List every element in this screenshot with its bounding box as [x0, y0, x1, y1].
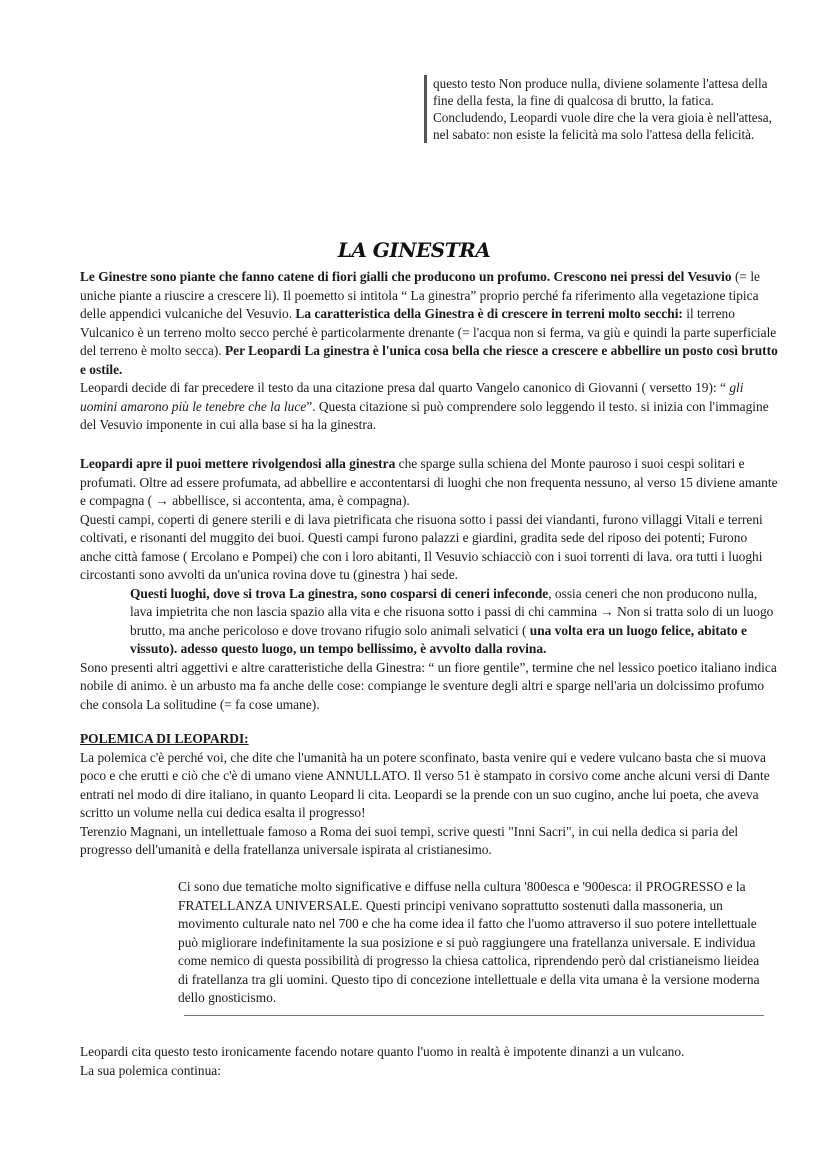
inset-paragraph: Ci sono due tematiche molto significative e diffuse nella cultura '800esca e '900esca: il PROGRESSO e la FRATELLANZA UNIVERSALE. Questi principi venivano soprattutto sostenuti dalla massoneria, un movimento culturale nato nel 700 e che ha come idea il fatto che l'uomo attraverso il suo potere intellettuale può migliorare indefinitamente la sua posizione e si può raggiungere una fratellanza universale. E individua come nemico di questa possibilità di progresso la chiesa cattolica, riprendendo però dal cristianeismo lieidea di fratellanza tra gli uomini. Questo tipo di concezione intellettuale e della vita umana è la versione moderna dello gnosticismo. [178, 879, 760, 1005]
places-bold-2: una volta era un luogo felice, abitato e vissuto). adesso questo luogo, un tempo bellissimo, è avvolto dalla rovina. [130, 622, 747, 656]
inset-note [178, 878, 770, 1008]
intro-paragraph [80, 268, 780, 379]
horizontal-divider [184, 1015, 764, 1016]
quote-line: questo testo Non produce nulla, diviene solamente l'attesa della fine della festa, la fine di qualcosa di brutto, la fatica. [433, 76, 768, 108]
magnani-paragraph: Terenzio Magnani, un intellettuale famoso a Roma dei suoi tempi, scrive questi "Inni Sacri", in cui nella dedica si paria del progresso dell'umanità e della fratellanza universale ispirata al cristianesimo. [80, 823, 739, 857]
polemica-section [80, 730, 780, 860]
citation-quote: gli uomini amarono più le tenebre che la luce [80, 380, 744, 414]
citation-text-1: Leopardi decide di far precedere il testo da una citazione presa dal quarto Vangelo canonico di Giovanni ( versetto 19): “ [80, 380, 730, 395]
previous-section-quote [424, 75, 783, 143]
closing-line: Leopardi cita questo testo ironicamente facendo notare quanto l'uomo in realtà è impotente dinanzi a un vulcano. [80, 1044, 685, 1059]
intro-bold-2: La caratteristica della Ginestra è di crescere in terreni molto secchi: [295, 306, 683, 321]
intro-text-2: il terreno Vulcanico è un terreno molto secco perché è particolarmente drenante (= l'acqua non si ferma, va giù e quindi la parte superficiale del terreno è molto secca). [80, 306, 777, 358]
citation-paragraph [80, 379, 780, 435]
places-text: , ossia ceneri che non producono nulla, lava impietrita che non lascia spazio alla vita e che risuona sotto i passi di chi cammina → Non si tratta solo di un luogo brutto, ma anche pericoloso e dove trovano rifugio solo animali selvatici ( [130, 585, 774, 638]
opening-text: che sparge sulla schiena del Monte pauroso i suoi cespi solitari e profumati. Oltre ad essere profumata, ad abbellire e accontentarsi di luoghi che non frequenta nessuno, al verso 15 diviene amante e compagna ( → abbellisce, si accontenta, ama, è compagna). [80, 456, 778, 508]
closing-line: La sua polemica continua: [80, 1062, 221, 1078]
opening-bold: Leopardi apre il puoi mettere rivolgendosi alla ginestra [80, 456, 396, 471]
intro-bold-1: Le Ginestre sono piante che fanno catene di fiori gialli che producono un profumo. Crescono nei pressi del Vesuvio [80, 269, 732, 284]
intro-text-1: (= le uniche piante a riuscire a crescere li). Il poemetto si intitola “ La ginestra” proprio perché fa riferimento alla vegetazione tipica delle appendici vulcaniche del Vesuvio. [80, 269, 760, 321]
adjectives-paragraph: Sono presenti altri aggettivi e altre caratteristiche della Ginestra: “ un fiore gentile”, termine che nel lessico poetico italiano indica nobile di animo. è un arbusto ma fa anche delle cose: compiange le sventure degli altri e sparge nell'aria un dolcissimo profumo che consola La solitudine (= fa cose umane). [80, 659, 777, 712]
closing-section [80, 1043, 780, 1080]
polemica-paragraph: La polemica c'è perché voi, che dite che l'umanità ha un potere sconfinato, basta venire qui e vedere vulcano basta che si muova poco e che erutti e ciò che c'è di umano viene ANNULLATO. Il verso 51 è stampato in corsivo come anche alcuni versi di Dante entrati nel modo di dire italiano, in quanto Leopard li cita. Leopardi se la prende con un suo cugino, anche lui poeta, che aveva scritto un volume nella cui dedica esalta il progresso! [80, 749, 770, 820]
quote-line: Concludendo, Leopardi vuole dire che la vera gioia è nell'attesa, nel sabato: non esiste la felicità ma solo l'attesa della felicità. [433, 110, 772, 142]
intro-bold-3: Per Leopardi La ginestra è l'unica cosa bella che riesce a crescere e abbellire un posto così brutto e ostile. [80, 343, 778, 377]
intro-section [80, 268, 780, 435]
citation-text-2: ”. Questa citazione si può comprendere solo leggendo il testo. si inizia con l'immagine del Vesuvio imponente in cui alla base si ha la ginestra. [80, 398, 769, 432]
opening-paragraph [80, 455, 780, 511]
polemica-heading: POLEMICA DI LEOPARDI: [80, 731, 249, 746]
places-paragraph [80, 585, 780, 659]
places-bold-1: Questi luoghi, dove si trova La ginestra, sono cosparsi di ceneri infeconde [130, 585, 549, 601]
opening-section [80, 455, 780, 714]
fields-paragraph: Questi campi, coperti di genere sterili e di lava pietrificata che risuona sotto i passi dei viandanti, furono villaggi Vitali e terreni coltivati, e risonanti del muggito dei buoi. Questi campi furono palazzi e giardini, gradita sede del riposo dei potenti; Furono anche città famose ( Ercolano e Pompei) che con i loro abitanti, Il Vesuvio schiacciò con i suoi torrenti di lava. ora tutti i luoghi circostanti sono avvolti da un'unica rovina dove tu (ginestra ) hai sede. [80, 511, 763, 582]
page-title: LA GINESTRA [337, 238, 491, 262]
